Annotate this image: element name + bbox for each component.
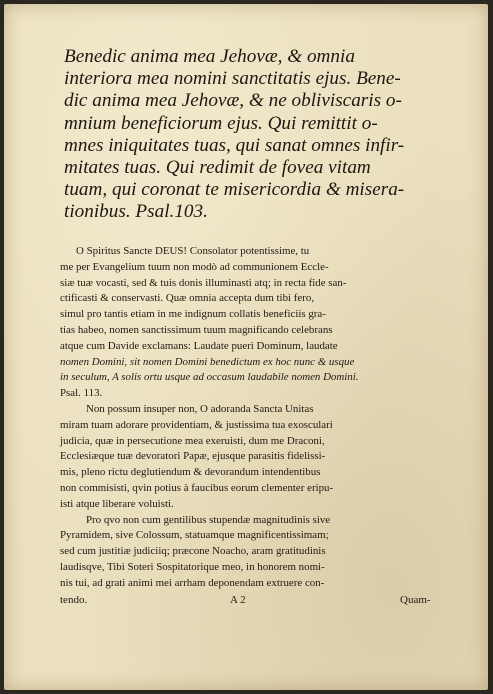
text-line: sed cum justitiæ judiciiq; præcone Noacho, aram gratitudinis: [60, 545, 326, 558]
scripture-line: interiora mea nomini sanctitatis ejus. Bene-: [64, 68, 401, 90]
text-line: Ecclesiæque tuæ devoratori Papæ, ejusque parasitis fidelissi-: [60, 450, 326, 463]
scripture-line: tionibus. Psal.103.: [64, 201, 208, 223]
text-line: Psal. 113.: [60, 387, 103, 400]
text-line: ctificasti & conservasti. Quæ omnia accepta dum tibi fero,: [60, 292, 315, 305]
scripture-line: mitates tuas. Qui redimit de fovea vitam: [64, 157, 371, 179]
text-line: Non possum insuper non, O adoranda Sancta Unitas: [86, 402, 314, 415]
catchword: Quam-: [400, 594, 431, 606]
text-line: mis, pleno rictu deglutiendum & devorandum intendentibus: [60, 466, 321, 479]
scripture-line: mnes iniquitates tuas, qui sanat omnes infir-: [64, 134, 405, 156]
scripture-line: tuam, qui coronat te misericordia & misera-: [64, 179, 405, 201]
text-line: tias habeo, nomen sanctissimum tuum magnificando celebrans: [60, 323, 333, 336]
text-line: siæ tuæ vocasti, sed & tuis donis illuminasti atq; in recta fide san-: [60, 276, 347, 289]
text-line: miram tuam adorare providentiam, & justissima tua exosculari: [60, 418, 333, 431]
scripture-quotation: [64, 46, 464, 224]
scripture-line: Benedic anima mea Jehovæ, & omnia: [64, 46, 355, 67]
text-line: Pro qvo non cum gentilibus stupendæ magnitudinis sive: [86, 513, 331, 526]
text-line: judicia, quæ in persecutione mea exeruisti, dum me Draconi,: [60, 434, 325, 447]
text-line: in seculum, A solis ortu usque ad occasum laudabile nomen Domini.: [60, 371, 359, 384]
scripture-line: dic anima mea Jehovæ, & ne obliviscaris o-: [64, 90, 402, 112]
text-line: simul pro tantis etiam in me indignum collatis beneficiis gra-: [60, 308, 326, 321]
signature-mark: A 2: [230, 594, 246, 606]
footer-last-word: tendo.: [60, 594, 88, 606]
prayer-text: [60, 244, 470, 592]
text-line: me per Evangelium tuum non modò ad communionem Eccle-: [60, 260, 329, 273]
text-line: nomen Domini, sit nomen Domini benedictum ex hoc nunc & usque: [60, 355, 355, 368]
text-line: laudisqve, Tibi Soteri Sospitatorique meo, in honorem nomi-: [60, 560, 325, 573]
text-line: O Spiritus Sancte DEUS! Consolator potentissime, tu: [76, 245, 310, 257]
text-line: isti atque liberare voluisti.: [60, 497, 174, 510]
text-line: nis tui, ad grati animi mei arrham deponendam extruere con-: [60, 576, 325, 589]
scripture-line: mnium beneficiorum ejus. Qui remittit o-: [64, 112, 378, 134]
text-line: non commisisti, qvin potius à faucibus eorum clementer eripu-: [60, 481, 334, 494]
book-page: [4, 4, 488, 690]
text-line: atque cum Davide exclamans: Laudate pueri Dominum, laudate: [60, 339, 338, 352]
text-line: Pyramidem, sive Colossum, statuamque magnificentissimam;: [60, 529, 329, 542]
